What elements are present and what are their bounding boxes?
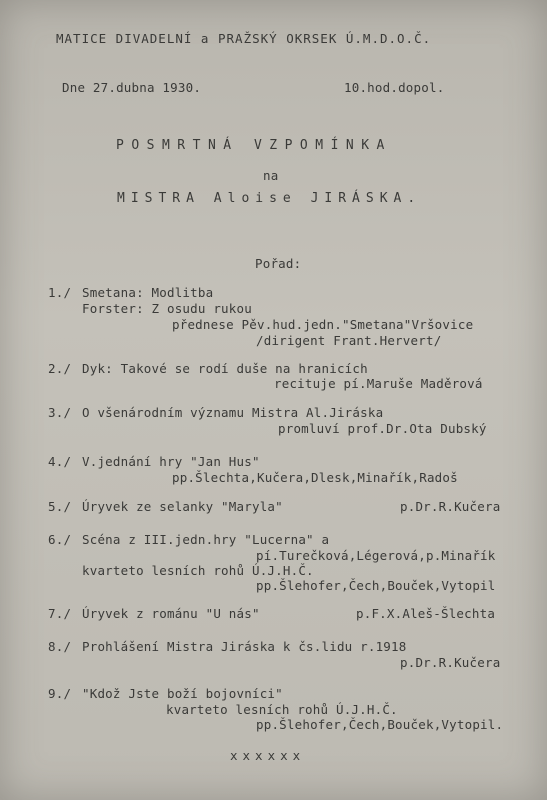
item-9-line-3: pp.Šlehofer,Čech,Bouček,Vytopil.	[256, 717, 504, 732]
item-1-line-2: Forster: Z osudu rukou	[82, 301, 252, 316]
item-4-number: 4./	[48, 454, 72, 469]
item-2-line-2: recituje pí.Maruše Maděrová	[274, 376, 483, 391]
event-time: 10.hod.dopol.	[344, 80, 445, 95]
item-5-line-2: p.Dr.R.Kučera	[400, 499, 501, 514]
item-9-number: 9./	[48, 686, 72, 701]
item-6-line-1: Scéna z III.jedn.hry "Lucerna" a	[82, 532, 330, 547]
item-9-line-2: kvarteto lesních rohů Ú.J.H.Č.	[166, 702, 398, 717]
item-8-line-2: p.Dr.R.Kučera	[400, 655, 501, 670]
item-5-line-1: Úryvek ze selanky "Maryla"	[82, 499, 283, 514]
item-1-line-3: přednese Pěv.hud.jedn."Smetana"Vršovice	[172, 317, 474, 332]
event-date: Dne 27.dubna 1930.	[62, 80, 202, 95]
item-3-line-2: promluví prof.Dr.Ota Dubský	[278, 421, 487, 436]
title-line-2: na	[263, 168, 279, 183]
item-3-number: 3./	[48, 405, 72, 420]
title-line-1: POSMRTNÁ VZPOMÍNKA	[116, 138, 392, 153]
closing-mark: xxxxxx	[230, 748, 306, 763]
item-4-line-1: V.jednání hry "Jan Hus"	[82, 454, 260, 469]
item-2-number: 2./	[48, 361, 72, 376]
item-1-line-1: Smetana: Modlitba	[82, 285, 214, 300]
organization-header: MATICE DIVADELNÍ a PRAŽSKÝ OKRSEK Ú.M.D.O.Č.	[56, 31, 432, 46]
item-6-number: 6./	[48, 532, 72, 547]
item-4-line-2: pp.Šlechta,Kučera,Dlesk,Minařík,Radoš	[172, 470, 458, 485]
item-1-number: 1./	[48, 285, 72, 300]
title-line-3: MISTRA Aloise JIRÁSKA.	[117, 191, 422, 206]
item-7-number: 7./	[48, 606, 72, 621]
item-2-line-1: Dyk: Takové se rodí duše na hranicích	[82, 361, 368, 376]
item-7-line-2: p.F.X.Aleš-Šlechta	[356, 606, 496, 621]
program-heading: Pořad:	[255, 256, 302, 271]
item-8-line-1: Prohlášení Mistra Jiráska k čs.lidu r.1918	[82, 639, 407, 654]
item-1-line-4: /dirigent Frant.Hervert/	[256, 333, 442, 348]
item-9-line-1: "Kdož Jste boží bojovníci"	[82, 686, 283, 701]
item-5-number: 5./	[48, 499, 72, 514]
item-6-line-4: pp.Šlehofer,Čech,Bouček,Vytopil	[256, 578, 496, 593]
item-8-number: 8./	[48, 639, 72, 654]
item-3-line-1: O všenárodním významu Mistra Al.Jiráska	[82, 405, 384, 420]
item-7-line-1: Úryvek z románu "U nás"	[82, 606, 260, 621]
item-6-line-3: kvarteto lesních rohů Ú.J.H.Č.	[82, 563, 314, 578]
item-6-line-2: pí.Turečková,Légerová,p.Minařík	[256, 548, 496, 563]
